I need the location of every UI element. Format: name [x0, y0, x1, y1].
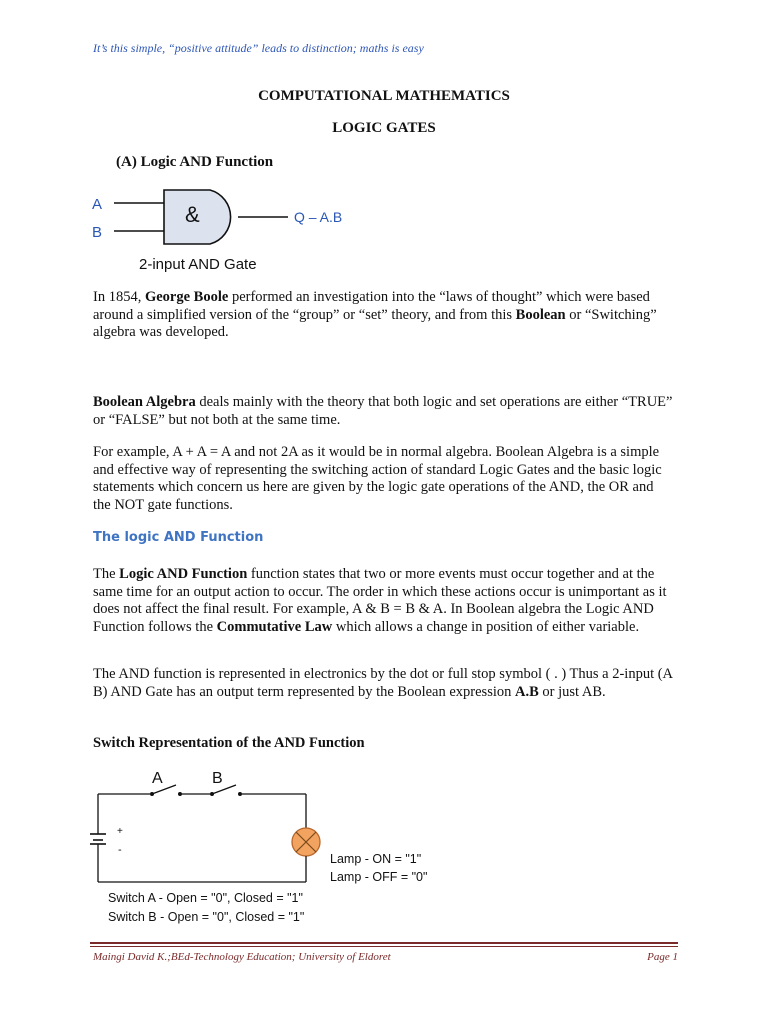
- paragraph-boole: In 1854, George Boole performed an investigation into the “laws of thought” which were based around a simplified version of the “group” or “set” theory, and from this Boolean or “Switching” algebra was developed.: [93, 289, 657, 340]
- section-a-heading: (A) Logic AND Function: [116, 154, 274, 170]
- paragraph-logic-and: The Logic AND Function function states that two or more events must occur together and at the same time for an output action to occur. The order in which these actions occur is unimportant as it does not affect the final result. For example, A & B = B & A. In Boolean algebra the Logic AND Function follows the Commutative Law which allows a change in position of either variable.: [93, 566, 667, 635]
- gate-input-b-label: B: [92, 224, 103, 241]
- logic-and-heading: The logic AND Function: [93, 530, 264, 545]
- battery-plus-label: +: [117, 826, 123, 837]
- footer-author: Maingi David K.;BEd-Technology Education; University of Eldoret: [93, 951, 391, 963]
- switch-representation-heading: Switch Representation of the AND Function: [93, 735, 365, 751]
- topic-title: LOGIC GATES: [332, 120, 436, 136]
- and-gate-diagram: [88, 186, 368, 278]
- paragraph-boolean-algebra: Boolean Algebra deals mainly with the theory that both logic and set operations are either “TRUE” or “FALSE” but not both at the same time.: [93, 394, 673, 428]
- switch-a-label: A: [152, 770, 163, 787]
- lamp-on-label: Lamp - ON = "1": [330, 852, 422, 866]
- footer-page-number: Page 1: [647, 951, 678, 963]
- switch-b-state-label: Switch B - Open = "0", Closed = "1": [108, 910, 305, 924]
- switch-b-label: B: [212, 770, 223, 787]
- switch-a-state-label: Switch A - Open = "0", Closed = "1": [108, 891, 303, 905]
- course-title: COMPUTATIONAL MATHEMATICS: [258, 88, 510, 104]
- paragraph-example: For example, A + A = A and not 2A as it would be in normal algebra. Boolean Algebra is a simple and effective way of representing the switching action of standard Logic Gates and the basic logic statements which concern us here are given by the logic gate operations of the AND, the OR and the NOT gate functions.: [93, 444, 662, 513]
- gate-caption: 2-input AND Gate: [139, 256, 257, 273]
- and-gate-symbol: &: [185, 202, 200, 227]
- footer-rule-thin: [90, 946, 678, 947]
- gate-input-a-label: A: [92, 196, 103, 213]
- footer-rule: [90, 942, 678, 944]
- battery-minus-label: -: [118, 844, 122, 856]
- lamp-off-label: Lamp - OFF = "0": [330, 870, 428, 884]
- header-quote: It’s this simple, “positive attitude” leads to distinction; maths is easy: [93, 41, 424, 55]
- paragraph-dot-symbol: The AND function is represented in electronics by the dot or full stop symbol ( . ) Thus a 2-input (A B) AND Gate has an output term represented by the Boolean expression A.B or just AB.: [93, 666, 673, 700]
- switch-circuit-diagram: [88, 760, 448, 930]
- gate-output-label: Q – A.B: [294, 209, 343, 225]
